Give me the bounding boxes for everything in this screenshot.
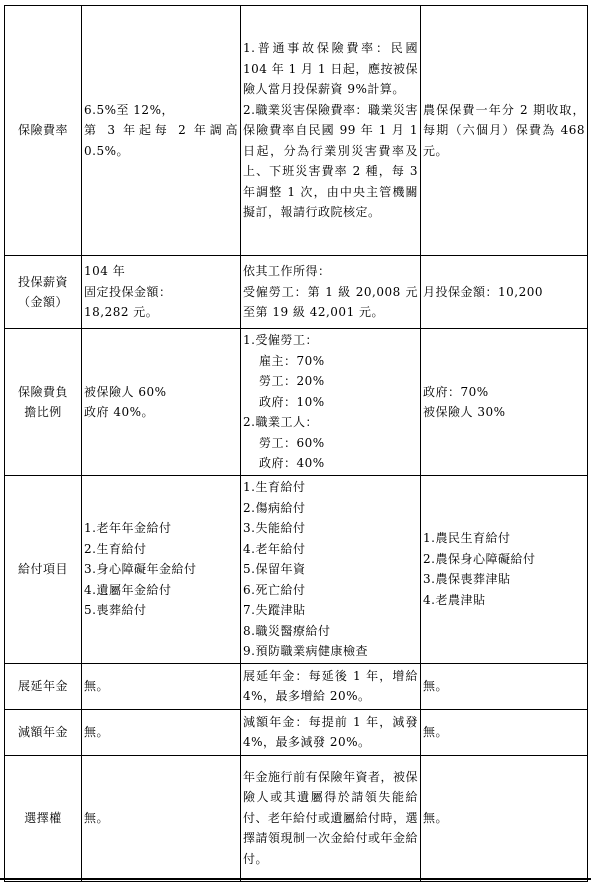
cell-text: 雇主：70% <box>259 353 325 368</box>
cell-text: 6.5%至 12%， <box>84 102 174 117</box>
cell-col3 <box>421 709 588 755</box>
cell-col2 <box>241 476 421 664</box>
cell-col1 <box>82 755 241 881</box>
cell-text: 4.老年給付 <box>243 541 306 556</box>
cell-text: 無。 <box>84 810 110 825</box>
cell-text: 1.生育給付 <box>243 480 306 494</box>
row-label: 展延年金 <box>5 663 82 709</box>
cell-text: 無。 <box>84 678 110 693</box>
cell-text: 104 年 <box>84 264 126 279</box>
cell-text: 政府：70% <box>423 384 489 399</box>
row-label: 投保薪資（金額） <box>5 256 82 329</box>
cell-text: 無。 <box>84 724 110 739</box>
cell-text: 月投保金額：10,200 <box>423 284 543 299</box>
row-label: 保險費率 <box>5 6 82 256</box>
cell-text: 2.農保身心障礙給付 <box>423 551 536 566</box>
cell-text: 2.生育給付 <box>84 541 147 556</box>
cell-text: 3.農保喪葬津貼 <box>423 572 511 587</box>
cell-col2 <box>241 256 421 329</box>
cell-col1 <box>82 663 241 709</box>
cell-text: 展延年金：每延後 1 年，增給 4%，最多增給 20%。 <box>243 668 418 703</box>
cell-text: 1.受僱勞工： <box>243 333 318 348</box>
cell-col2 <box>241 663 421 709</box>
cell-text: 年金施行前有保險年資者，被保險人或其遺屬得於請領失能給付、老年給付或遺屬給付時，選擇請領現制一次金給付或年金給付。 <box>243 769 419 866</box>
cell-text: 3.身心障礙年金給付 <box>84 562 197 576</box>
table-row-contribution-ratio <box>5 329 588 476</box>
cell-text: 無。 <box>423 810 449 825</box>
cell-text: 被保險人 30% <box>423 405 506 419</box>
cell-text: 固定投保金額： <box>84 284 172 299</box>
cell-col3 <box>421 6 588 256</box>
row-label: 保險費負擔比例 <box>5 329 82 476</box>
cell-text: 無。 <box>423 724 449 739</box>
cell-text: 4.老農津貼 <box>423 592 486 607</box>
cell-text: 1.老年年金給付 <box>84 521 172 535</box>
cell-text: 勞工：60% <box>259 435 325 450</box>
cell-text: 2.傷病給付 <box>243 500 306 515</box>
table-row-benefit-items <box>5 476 588 664</box>
cell-col1 <box>82 6 241 256</box>
cell-col3 <box>421 329 588 476</box>
insurance-comparison-table <box>4 5 588 882</box>
cell-text: 2.職業工人： <box>243 415 318 430</box>
cell-text: 3.失能給付 <box>243 521 306 535</box>
cell-text: 依其工作所得： <box>243 264 331 279</box>
cell-text: 政府：10% <box>259 394 325 409</box>
cell-text: 政府 40%。 <box>84 405 154 419</box>
cell-col3 <box>421 755 588 881</box>
cell-text: 9.預防職業病健康檢查 <box>243 644 368 658</box>
cell-text: 減額年金：每提前 1 年，減發 4%，最多減發 20%。 <box>243 714 418 749</box>
cell-text: 2.職業災害保險費率：職業災害保險費率自民國 99 年 1 月 1 日起，分為行業別災害費率及上、下班災害費率 2 種，每 3 年調整 1 次，由中央主管機關擬訂，報請行政院核定。 <box>243 102 418 220</box>
table-row-option-right <box>5 755 588 881</box>
row-label: 選擇權 <box>5 755 82 881</box>
row-label: 給付項目 <box>5 476 82 664</box>
cell-col1 <box>82 709 241 755</box>
cell-text: 6.死亡給付 <box>243 582 306 597</box>
row-label: 減額年金 <box>5 709 82 755</box>
cell-text: 受僱勞工：第 1 級 20,008 元至第 19 級 42,001 元。 <box>243 284 418 320</box>
cell-text: 1.農民生育給付 <box>423 531 511 546</box>
cell-text: 1.普通事故保險費率：民國 104 年 1 月 1 日起，應按被保險人當月投保薪資 9%計算。 <box>243 41 418 97</box>
table-row-insured-salary <box>5 256 588 329</box>
cell-text: 無。 <box>423 678 449 693</box>
cell-col3 <box>421 476 588 664</box>
cell-text: 5.保留年資 <box>243 562 306 576</box>
table-row-premium-rate <box>5 6 588 256</box>
table-row-deferred-annuity <box>5 663 588 709</box>
cell-col3 <box>421 256 588 329</box>
cell-col1 <box>82 476 241 664</box>
cell-text: 18,282 元。 <box>84 305 159 320</box>
cell-col2 <box>241 329 421 476</box>
cell-col2 <box>241 709 421 755</box>
cell-col2 <box>241 6 421 256</box>
page-bottom-rule <box>0 878 591 880</box>
cell-text: 第 3 年起每 2 年調高 0.5%。 <box>84 123 238 158</box>
cell-text: 4.遺屬年金給付 <box>84 582 172 597</box>
cell-text: 7.失蹤津貼 <box>243 603 306 617</box>
cell-col1 <box>82 329 241 476</box>
cell-text: 農保保費一年分 2 期收取，每期（六個月）保費為 468 元。 <box>423 102 585 158</box>
cell-text: 政府：40% <box>259 456 325 471</box>
table-row-reduced-annuity <box>5 709 588 755</box>
cell-col3 <box>421 663 588 709</box>
cell-col2 <box>241 755 421 881</box>
cell-text: 8.職災醫療給付 <box>243 623 331 638</box>
cell-text: 5.喪葬給付 <box>84 603 147 617</box>
cell-col1 <box>82 256 241 329</box>
cell-text: 勞工：20% <box>259 374 325 389</box>
cell-text: 被保險人 60% <box>84 384 167 399</box>
